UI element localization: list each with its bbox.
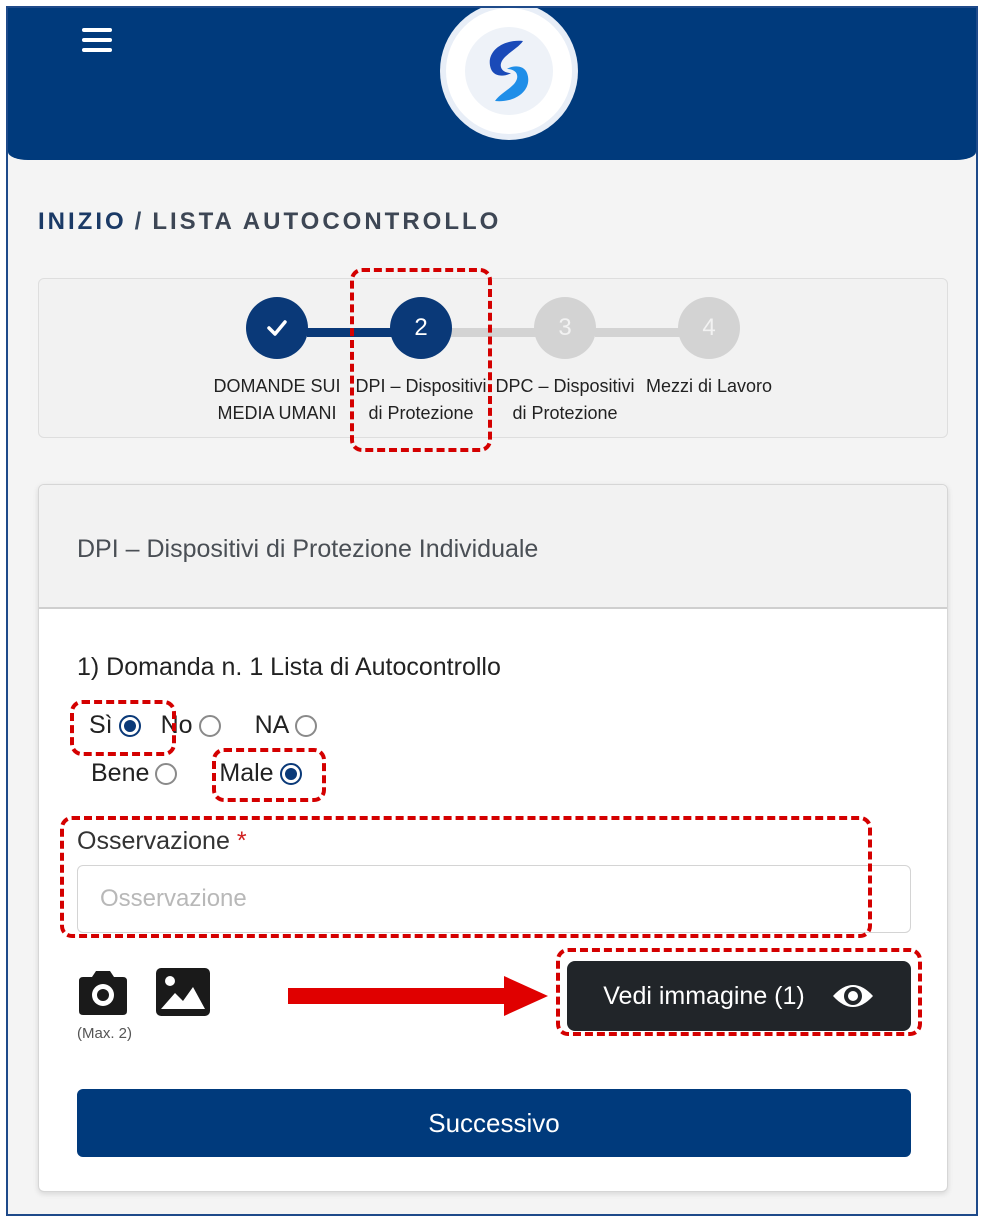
- step-label: DOMANDE SUI MEDIA UMANI: [213, 376, 341, 423]
- step-3[interactable]: [493, 297, 637, 431]
- rating-radio-group: [91, 759, 336, 788]
- observation-label: [77, 827, 247, 856]
- breadcrumb: [38, 208, 501, 236]
- radio-button[interactable]: [280, 763, 302, 785]
- radio-no[interactable]: [161, 711, 221, 740]
- radio-button[interactable]: [155, 763, 177, 785]
- step-circle: 2: [390, 297, 452, 359]
- next-button[interactable]: Successivo: [77, 1089, 911, 1157]
- observation-label-text: Osservazione: [77, 827, 230, 855]
- step-1[interactable]: [205, 297, 349, 431]
- radio-button[interactable]: [199, 715, 221, 737]
- breadcrumb-home-link[interactable]: INIZIO: [38, 208, 127, 235]
- question-card: [38, 484, 948, 1192]
- card-header: [39, 485, 947, 609]
- eye-icon: [831, 980, 875, 1012]
- max-images-note: (Max. 2): [77, 1025, 133, 1042]
- radio-na[interactable]: [255, 711, 318, 740]
- logo-swirl-icon: [461, 23, 557, 119]
- radio-button[interactable]: [295, 715, 317, 737]
- radio-button[interactable]: [119, 715, 141, 737]
- question-text: 1) Domanda n. 1 Lista di Autocontrollo: [77, 653, 501, 681]
- camera-icon[interactable]: [75, 969, 131, 1022]
- breadcrumb-separator: /: [134, 208, 145, 235]
- view-image-button[interactable]: [567, 961, 911, 1031]
- radio-label: Bene: [91, 759, 150, 787]
- step-label: DPI – Dispositivi di Protezione: [355, 376, 487, 423]
- radio-bene[interactable]: [91, 759, 177, 788]
- step-label: Mezzi di Lavoro: [645, 376, 773, 396]
- app-frame: [6, 6, 978, 1216]
- required-mark: *: [236, 827, 247, 855]
- breadcrumb-current: LISTA AUTOCONTROLLO: [152, 208, 502, 235]
- answer-radio-group: [89, 711, 351, 740]
- app-logo: [446, 8, 572, 134]
- step-4[interactable]: [637, 297, 781, 431]
- check-icon: [264, 315, 290, 341]
- radio-label: NA: [254, 711, 290, 739]
- annotation-arrow-icon: [288, 976, 548, 1016]
- step-label: DPC – Dispositivi di Protezione: [495, 376, 635, 423]
- hamburger-icon[interactable]: [82, 28, 112, 54]
- radio-male[interactable]: [219, 759, 301, 788]
- radio-label: No: [160, 711, 193, 739]
- radio-label: Sì: [89, 711, 113, 739]
- stepper: [38, 278, 948, 438]
- step-circle: [246, 297, 308, 359]
- card-title: DPI – Dispositivi di Protezione Individuale: [77, 535, 539, 563]
- view-image-label: Vedi immagine (1): [603, 981, 805, 1010]
- step-2[interactable]: [349, 297, 493, 431]
- radio-si[interactable]: [89, 711, 141, 740]
- step-circle: 3: [534, 297, 596, 359]
- radio-label: Male: [219, 759, 274, 787]
- observation-input[interactable]: [77, 865, 911, 933]
- image-icon[interactable]: [155, 967, 211, 1022]
- app-header: [8, 8, 976, 160]
- step-circle: 4: [678, 297, 740, 359]
